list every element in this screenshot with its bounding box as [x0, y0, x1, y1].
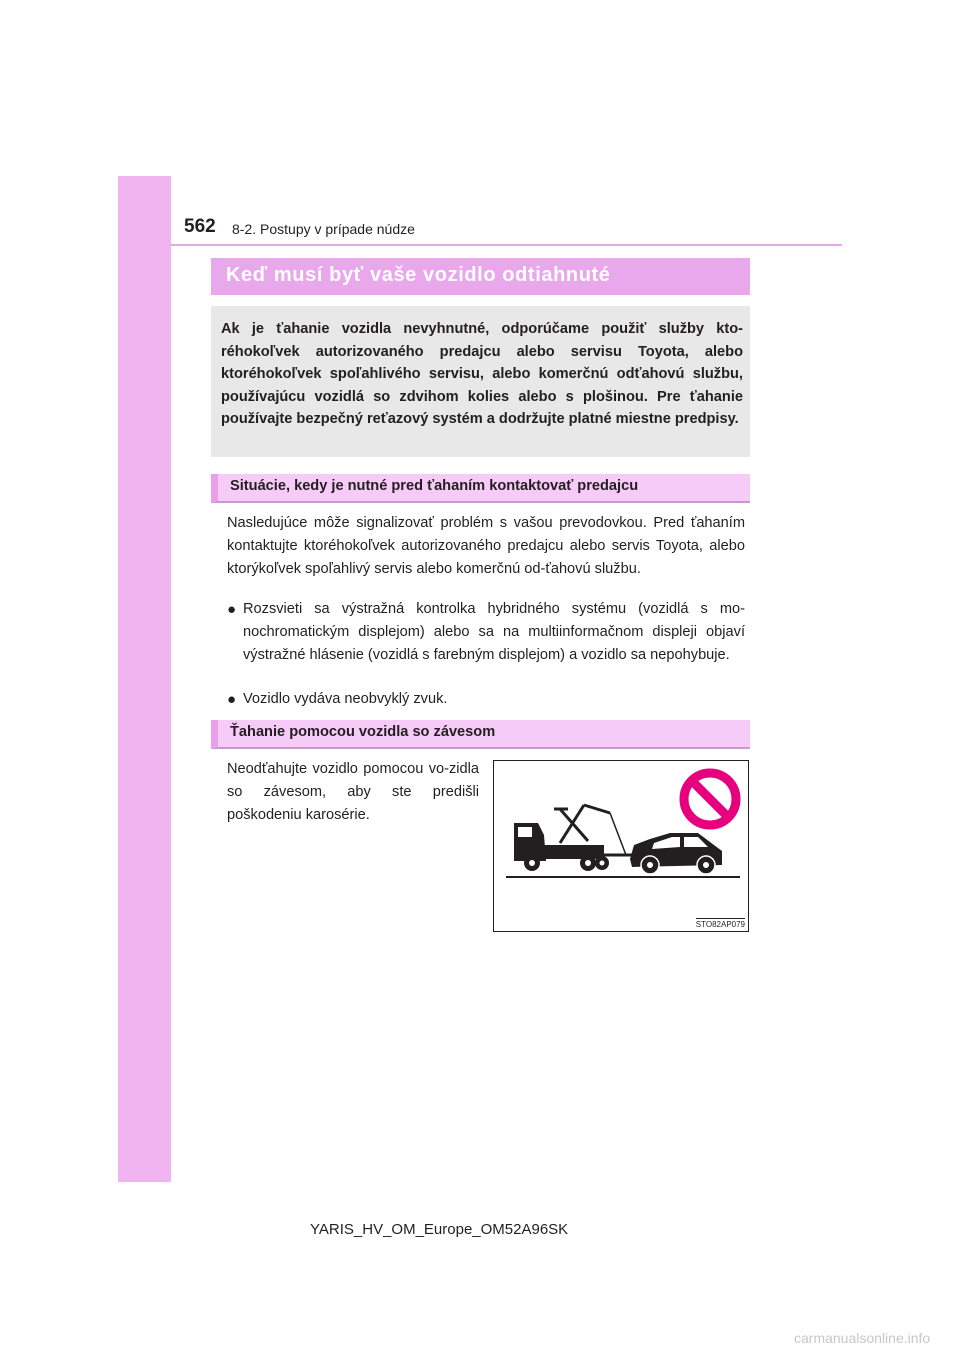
chapter-side-strip [118, 176, 171, 1182]
header-divider [171, 244, 842, 246]
subheader-sling-towing-label: Ťahanie pomocou vozidla so závesom [230, 724, 496, 740]
watermark: carmanualsonline.info [794, 1330, 931, 1346]
bullet-dot-icon: ● [227, 691, 237, 708]
intro-box [211, 306, 750, 457]
subheader-dealer-contact-label: Situácie, kedy je nutné pred ťahaním kontaktovať predajcu [230, 478, 639, 494]
page-number: 562 [184, 216, 216, 237]
bullet-dot-icon: ● [227, 601, 237, 618]
section2-paragraph: Neodťahujte vozidlo pomocou vo-zidla so závesom, aby ste predišli poškodeniu karosérie. [227, 761, 479, 823]
prohibited-sign-icon [684, 773, 736, 825]
sling-tow-prohibited-figure [493, 760, 749, 932]
bullet-text: Vozidlo vydáva neobvyklý zvuk. [243, 691, 448, 707]
intro-text: Ak je ťahanie vozidla nevyhnutné, odporúčame použiť služby kto-réhokoľvek autorizovaného predajcu alebo servisu Toyota, alebo ktoréhokoľvek spoľahlivého servisu, alebo komerčnú odťahovú službu, používajúcu vozidlá so zdvihom kolies alebo s plošinou. Pre ťahanie používajte bezpečný reťazový systém a dodržujte platné miestne predpisy. [221, 321, 743, 428]
title-bar [211, 258, 750, 295]
tow-truck-illustration [494, 761, 748, 931]
section-label: 8-2. Postupy v prípade núdze [232, 221, 415, 237]
page-title: Keď musí byť vaše vozidlo odtiahnuté [226, 264, 611, 286]
subheader-dealer-contact [211, 474, 750, 503]
bullet-text: Rozsvieti sa výstražná kontrolka hybridného systému (vozidlá s mo-nochromatickým displejom) alebo sa na multiinformačnom displeji objaví výstražné hlásenie (vozidlá s farebným displejom) a vozidlo sa nepohybuje. [243, 601, 745, 663]
figure-code: STO82AP079 [695, 920, 745, 929]
bullet-item [227, 598, 745, 667]
bullet-item [227, 688, 745, 711]
towed-car-icon [630, 833, 722, 874]
subheader-sling-towing [211, 720, 750, 749]
section1-paragraph: Nasledujúce môže signalizovať problém s vašou prevodovkou. Pred ťahaním kontaktujte ktoréhokoľvek autorizovaného predajcu alebo servis Toyota, alebo ktorýkoľvek spoľahlivý servis alebo komerčnú od-ťahovú službu. [227, 515, 745, 577]
page-footer: YARIS_HV_OM_Europe_OM52A96SK [310, 1221, 569, 1238]
tow-truck-icon [514, 823, 609, 871]
